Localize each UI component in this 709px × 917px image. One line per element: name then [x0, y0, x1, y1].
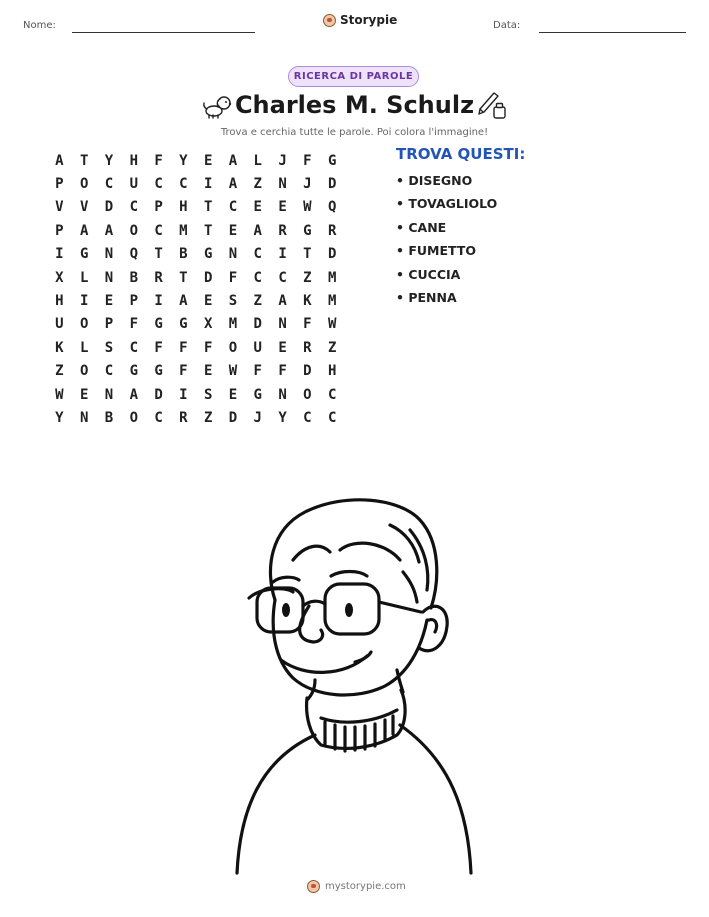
grid-letter[interactable]: N [228, 246, 238, 263]
grid-letter[interactable]: V [55, 199, 64, 216]
grid-row [47, 383, 345, 406]
grid-letter[interactable]: P [104, 316, 114, 333]
grid-letter[interactable]: E [278, 199, 287, 216]
grid-letter[interactable]: V [79, 199, 89, 216]
word-item: • DISEGNO [396, 173, 473, 188]
word-list [396, 172, 497, 312]
grid-letter[interactable]: I [79, 293, 89, 310]
grid-row [47, 219, 345, 242]
grid-letter[interactable]: D [104, 199, 114, 216]
grid-letter[interactable]: I [203, 176, 213, 193]
word-item: • TOVAGLIOLO [396, 196, 498, 212]
grid-letter[interactable]: X [203, 316, 213, 333]
brand-logo [323, 13, 397, 27]
grid-letter[interactable]: I [278, 246, 287, 263]
grid-row [47, 360, 345, 383]
grid-letter[interactable]: U [129, 176, 138, 193]
grid-letter[interactable]: N [104, 269, 114, 286]
grid-letter[interactable]: C [104, 363, 114, 380]
grid-letter[interactable]: F [154, 339, 163, 356]
storypie-logo-icon [323, 14, 336, 27]
grid-letter[interactable]: G [79, 246, 89, 263]
grid-row [47, 313, 345, 336]
grid-letter[interactable]: O [79, 363, 89, 380]
grid-letter[interactable]: A [253, 222, 262, 239]
grid-letter[interactable]: B [104, 409, 114, 426]
grid-letter[interactable]: F [179, 339, 188, 356]
grid-letter[interactable]: J [278, 152, 287, 169]
grid-letter[interactable]: G [154, 363, 163, 380]
grid-row [47, 196, 345, 219]
grid-letter[interactable]: C [129, 199, 138, 216]
grid-letter[interactable]: P [55, 176, 64, 193]
grid-letter[interactable]: C [253, 246, 262, 263]
grid-letter[interactable]: C [278, 269, 287, 286]
grid-letter[interactable]: H [129, 152, 138, 169]
storypie-logo-icon [307, 880, 320, 893]
grid-letter[interactable]: E [203, 152, 213, 169]
grid-letter[interactable]: I [179, 386, 188, 403]
grid-letter[interactable]: Y [104, 152, 114, 169]
grid-letter[interactable]: G [327, 152, 337, 169]
grid-letter[interactable]: B [179, 246, 188, 263]
grid-letter[interactable]: A [55, 152, 64, 169]
footer [307, 880, 406, 893]
grid-letter[interactable]: F [253, 363, 262, 380]
grid-letter[interactable]: N [104, 386, 114, 403]
grid-letter[interactable]: A [179, 293, 188, 310]
grid-letter[interactable]: D [327, 176, 337, 193]
grid-letter[interactable]: H [179, 199, 188, 216]
grid-letter[interactable]: A [104, 222, 114, 239]
grid-letter[interactable]: U [55, 316, 64, 333]
grid-letter[interactable]: E [253, 199, 262, 216]
grid-letter[interactable]: W [303, 199, 312, 216]
grid-letter[interactable]: E [228, 386, 238, 403]
grid-letter[interactable]: C [228, 199, 238, 216]
grid-letter[interactable]: K [55, 339, 64, 356]
grid-letter[interactable]: N [278, 176, 287, 193]
grid-letter[interactable]: E [278, 339, 287, 356]
grid-row [47, 289, 345, 312]
pen-and-inkwell-icon [472, 89, 508, 121]
grid-letter[interactable]: N [79, 409, 89, 426]
activity-badge: RICERCA DI PAROLE [288, 66, 419, 87]
grid-letter[interactable]: G [154, 316, 163, 333]
date-label: Data: [493, 20, 521, 31]
grid-letter[interactable]: L [79, 269, 89, 286]
grid-row [47, 336, 345, 359]
grid-row [47, 243, 345, 266]
grid-letter[interactable]: M [327, 269, 337, 286]
grid-letter[interactable]: C [327, 409, 337, 426]
grid-letter[interactable]: Y [55, 409, 64, 426]
grid-letter[interactable]: P [129, 293, 138, 310]
grid-letter[interactable]: I [154, 293, 163, 310]
grid-letter[interactable]: N [278, 316, 287, 333]
name-line[interactable] [72, 32, 255, 33]
grid-letter[interactable]: C [104, 176, 114, 193]
grid-letter[interactable]: C [179, 176, 188, 193]
grid-letter[interactable]: A [129, 386, 138, 403]
date-line[interactable] [539, 32, 686, 33]
grid-letter[interactable]: L [253, 152, 262, 169]
grid-letter[interactable]: F [303, 316, 312, 333]
grid-letter[interactable]: O [303, 386, 312, 403]
grid-letter[interactable]: G [129, 363, 138, 380]
grid-letter[interactable]: G [179, 316, 188, 333]
grid-letter[interactable]: Z [327, 339, 337, 356]
grid-letter[interactable]: G [203, 246, 213, 263]
grid-letter[interactable]: D [154, 386, 163, 403]
grid-letter[interactable]: A [228, 176, 238, 193]
grid-letter[interactable]: F [154, 152, 163, 169]
grid-letter[interactable]: Z [303, 269, 312, 286]
word-item: • PENNA [396, 289, 457, 305]
word-list-heading: TROVA QUESTI: [396, 145, 526, 163]
grid-letter[interactable]: G [253, 386, 262, 403]
grid-letter[interactable]: E [79, 386, 89, 403]
grid-letter[interactable]: O [228, 339, 238, 356]
word-item: • CUCCIA [396, 266, 461, 282]
grid-letter[interactable]: Z [253, 176, 262, 193]
grid-letter[interactable]: Y [179, 152, 188, 169]
grid-letter[interactable]: T [303, 246, 312, 263]
grid-letter[interactable]: Q [129, 246, 138, 263]
grid-letter[interactable]: F [278, 363, 287, 380]
coloring-portrait-illustration [235, 490, 475, 875]
grid-letter[interactable]: M [228, 316, 238, 333]
grid-letter[interactable]: R [278, 222, 287, 239]
grid-letter[interactable]: I [55, 246, 64, 263]
grid-letter[interactable]: Z [253, 293, 262, 310]
grid-letter[interactable]: N [104, 246, 114, 263]
word-item: • FUMETTO [396, 243, 476, 259]
grid-letter[interactable]: Y [278, 409, 287, 426]
grid-letter[interactable]: E [228, 222, 238, 239]
grid-row [47, 172, 345, 195]
grid-letter[interactable]: A [278, 293, 287, 310]
grid-letter[interactable]: R [327, 222, 337, 239]
grid-letter[interactable]: R [154, 269, 163, 286]
grid-letter[interactable]: J [303, 176, 312, 193]
grid-letter[interactable]: C [154, 176, 163, 193]
grid-letter[interactable]: W [228, 363, 238, 380]
grid-letter[interactable]: X [55, 269, 64, 286]
grid-letter[interactable]: P [154, 199, 163, 216]
grid-letter[interactable]: O [79, 316, 89, 333]
page-title: Charles M. Schulz [234, 91, 475, 119]
grid-letter[interactable]: D [303, 363, 312, 380]
grid-letter[interactable]: C [253, 269, 262, 286]
grid-letter[interactable]: T [154, 246, 163, 263]
grid-letter[interactable]: R [303, 339, 312, 356]
grid-letter[interactable]: K [303, 293, 312, 310]
grid-letter[interactable]: D [327, 246, 337, 263]
grid-letter[interactable]: Z [55, 363, 64, 380]
word-item: • CANE [396, 219, 447, 235]
grid-letter[interactable]: O [79, 176, 89, 193]
grid-letter[interactable]: M [327, 293, 337, 310]
grid-letter[interactable]: T [79, 152, 89, 169]
grid-row [47, 406, 345, 429]
grid-letter[interactable]: O [129, 222, 138, 239]
grid-letter[interactable]: M [179, 222, 188, 239]
grid-letter[interactable]: U [253, 339, 262, 356]
instructions: Trova e cerchia tutte le parole. Poi colora l'immagine! [220, 127, 489, 138]
grid-letter[interactable]: T [203, 199, 213, 216]
grid-letter[interactable]: W [327, 316, 337, 333]
grid-letter[interactable]: S [104, 339, 114, 356]
grid-letter[interactable]: O [129, 409, 138, 426]
grid-letter[interactable]: Q [327, 199, 337, 216]
grid-letter[interactable]: H [55, 293, 64, 310]
grid-letter[interactable]: C [154, 409, 163, 426]
word-search-grid [47, 149, 345, 430]
brand-name: Storypie [340, 13, 398, 27]
grid-letter[interactable]: F [179, 363, 188, 380]
grid-letter[interactable]: D [203, 269, 213, 286]
grid-row [47, 149, 345, 172]
grid-letter[interactable]: G [303, 222, 312, 239]
grid-letter[interactable]: F [129, 316, 138, 333]
grid-letter[interactable]: F [303, 152, 312, 169]
footer-url: mystorypie.com [325, 881, 406, 892]
grid-letter[interactable]: E [203, 293, 213, 310]
grid-letter[interactable]: R [179, 409, 188, 426]
grid-letter[interactable]: T [179, 269, 188, 286]
grid-letter[interactable]: H [327, 363, 337, 380]
grid-letter[interactable]: C [129, 339, 138, 356]
grid-letter[interactable]: F [228, 269, 238, 286]
grid-letter[interactable]: D [253, 316, 262, 333]
grid-letter[interactable]: C [303, 409, 312, 426]
grid-letter[interactable]: D [228, 409, 238, 426]
name-label: Nome: [23, 20, 56, 31]
grid-row [47, 266, 345, 289]
grid-letter[interactable]: Z [203, 409, 213, 426]
grid-letter[interactable]: A [228, 152, 238, 169]
grid-letter[interactable]: C [327, 386, 337, 403]
grid-letter[interactable]: E [104, 293, 114, 310]
grid-letter[interactable]: E [203, 363, 213, 380]
grid-letter[interactable]: J [253, 409, 262, 426]
grid-letter[interactable]: S [228, 293, 238, 310]
grid-letter[interactable]: L [79, 339, 89, 356]
grid-letter[interactable]: A [79, 222, 89, 239]
grid-letter[interactable]: S [203, 386, 213, 403]
grid-letter[interactable]: T [203, 222, 213, 239]
grid-letter[interactable]: C [154, 222, 163, 239]
grid-letter[interactable]: W [55, 386, 64, 403]
grid-letter[interactable]: P [55, 222, 64, 239]
grid-letter[interactable]: F [203, 339, 213, 356]
grid-letter[interactable]: N [278, 386, 287, 403]
grid-letter[interactable]: B [129, 269, 138, 286]
